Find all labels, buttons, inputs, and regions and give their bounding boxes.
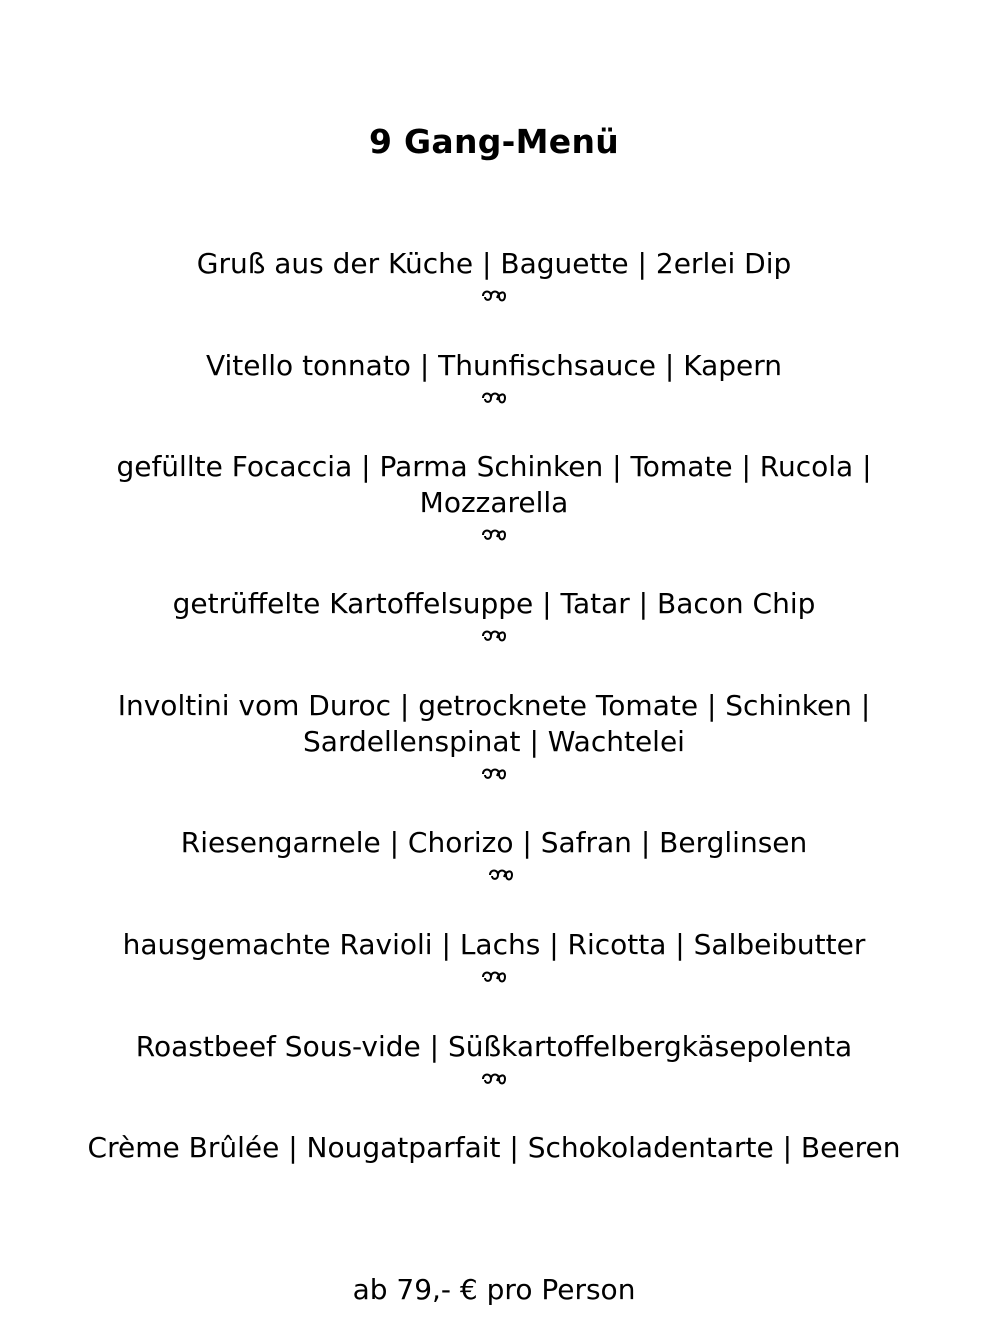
- divider-ornament-icon: [0, 624, 988, 652]
- course-4: getrüffelte Kartoffelsuppe | Tatar | Bacon Chip: [172, 587, 816, 620]
- divider-ornament-icon: [0, 284, 988, 312]
- ornament-icon: [479, 764, 509, 784]
- divider-ornament-icon: [0, 523, 988, 551]
- divider-ornament-icon: [0, 965, 988, 993]
- divider-ornament-icon: [0, 1067, 988, 1095]
- ornament-icon: [486, 865, 516, 885]
- ornament-icon: [479, 286, 509, 306]
- ornament-icon: [479, 525, 509, 545]
- course-2: Vitello tonnato | Thunfischsauce | Kapern: [205, 349, 783, 382]
- menu-title: 9 Gang-Menü: [368, 122, 620, 161]
- course-8: Roastbeef Sous-vide | Süßkartoffelbergkäsepolenta: [135, 1030, 853, 1063]
- ornament-icon: [479, 388, 509, 408]
- course-6: Riesengarnele | Chorizo | Safran | Berglinsen: [180, 826, 808, 859]
- course-7: hausgemachte Ravioli | Lachs | Ricotta | Salbeibutter: [122, 928, 866, 961]
- divider-ornament-icon: [0, 762, 988, 790]
- ornament-icon: [479, 626, 509, 646]
- course-3: gefüllte Focaccia | Parma Schinken | Tomate | Rucola | Mozzarella: [116, 450, 872, 519]
- divider-ornament-icon: [14, 863, 988, 891]
- course-5: Involtini vom Duroc | getrocknete Tomate | Schinken | Sardellenspinat | Wachtelei: [117, 689, 871, 758]
- divider-ornament-icon: [0, 386, 988, 414]
- course-9: Crème Brûlée | Nougatparfait | Schokoladentarte | Beeren: [87, 1131, 901, 1164]
- ornament-icon: [479, 1069, 509, 1089]
- ornament-icon: [479, 967, 509, 987]
- course-1: Gruß aus der Küche | Baguette | 2erlei Dip: [196, 247, 792, 280]
- price-per-person: ab 79,- € pro Person: [352, 1273, 636, 1306]
